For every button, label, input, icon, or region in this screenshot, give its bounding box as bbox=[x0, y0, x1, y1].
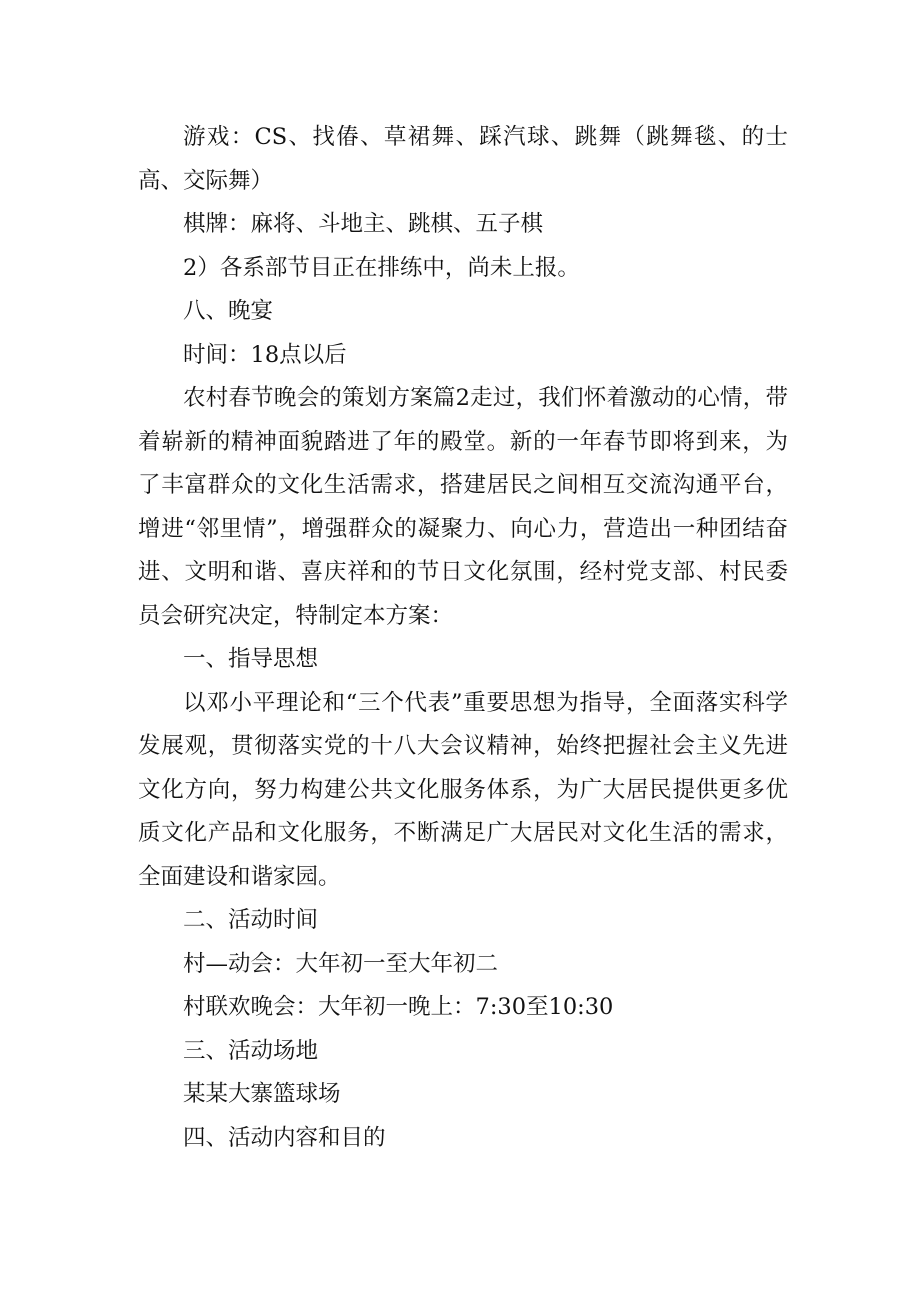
paragraph-sports-meet-time: 村—动会：大年初一至大年初二 bbox=[183, 950, 499, 977]
heading-banquet: 八、晚宴 bbox=[183, 298, 274, 324]
heading-activity-content: 四、活动内容和目的 bbox=[183, 1124, 386, 1151]
paragraph-department-programs: 2）各系部节目正在排练中，尚未上报。 bbox=[183, 254, 580, 281]
heading-guiding-ideology: 一、指导思想 bbox=[183, 646, 319, 672]
heading-activity-venue: 三、活动场地 bbox=[183, 1037, 319, 1064]
heading-activity-time: 二、活动时间 bbox=[183, 907, 319, 933]
paragraph-games: 游戏：CS、找偆、草裙舞、踩汽球、跳舞（跳舞毯、的士高、交际舞） bbox=[138, 124, 788, 194]
document-body bbox=[138, 116, 788, 1160]
paragraph-banquet-time: 时间：18点以后 bbox=[183, 341, 347, 368]
paragraph-guiding-ideology: 以邓小平理论和“三个代表”重要思想为指导，全面落实科学发展观，贯彻落实党的十八大会议精神，始终把握社会主义先进文化方向，努力构建公共文化服务体系，为广大居民提供更多优质文化产品和文化服务，不断满足广大居民对文化生活的需求，全面建设和谐家园。 bbox=[138, 689, 788, 890]
paragraph-plan-intro: 农村春节晚会的策划方案篇2走过，我们怀着激动的心情，带着崭新的精神面貌踏进了年的殿堂。新的一年春节即将到来，为了丰富群众的文化生活需求，搭建居民之间相互交流沟通平台，增进“邻里情”，增强群众的凝聚力、向心力，营造出一种团结奋进、文明和谐、喜庆祥和的节日文化氛围，经村党支部、村民委员会研究决定，特制定本方案： bbox=[138, 385, 788, 629]
paragraph-venue: 某某大寨篮球场 bbox=[183, 1081, 341, 1107]
paragraph-gala-time: 村联欢晚会：大年初一晚上：7:30至10:30 bbox=[183, 994, 614, 1020]
paragraph-board-games: 棋牌：麻将、斗地主、跳棋、五子棋 bbox=[183, 211, 544, 237]
